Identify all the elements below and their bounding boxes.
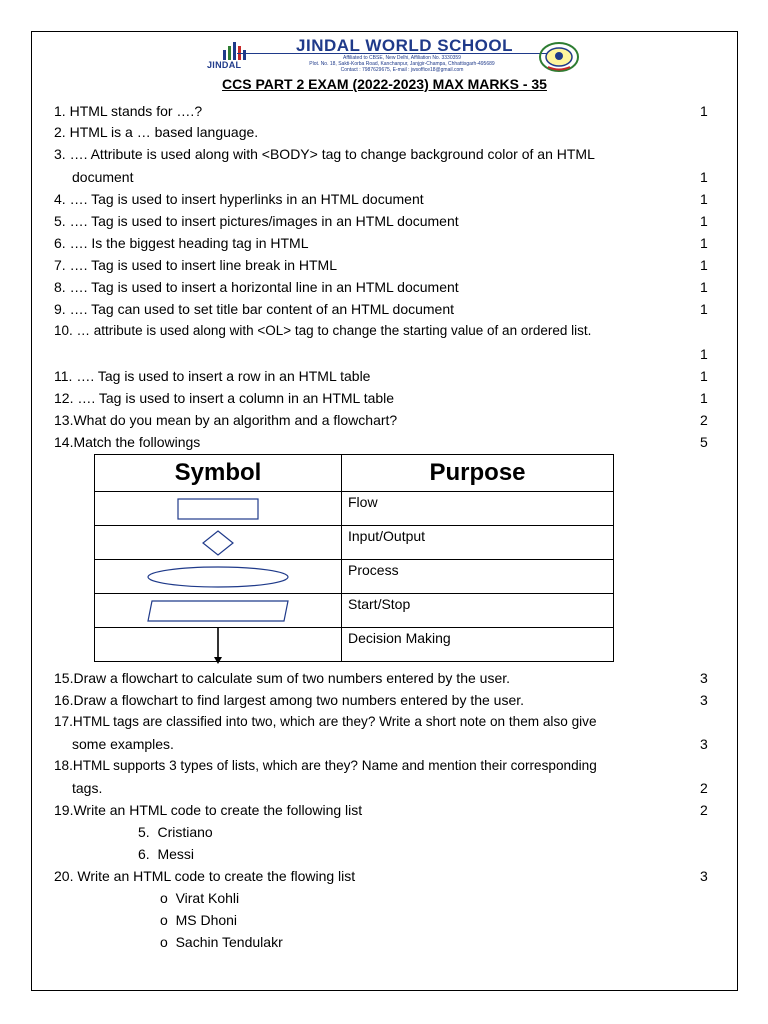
purpose-cell: Input/Output (342, 526, 614, 560)
symbol-cell (95, 492, 342, 526)
question-7: 7. …. Tag is used to insert line break in HTML 1 (54, 257, 708, 273)
col-purpose: Purpose (342, 455, 614, 492)
question-18: 18.HTML supports 3 types of lists, which are they? Name and mention their corresponding (54, 758, 597, 773)
exam-title: CCS PART 2 EXAM (2022-2023) MAX MARKS - 35 (222, 76, 547, 92)
purpose-cell: Flow (342, 492, 614, 526)
symbol-cell (95, 628, 342, 662)
question-2: 2. HTML is a … based language. (54, 124, 259, 140)
question-1: 1. HTML stands for ….? 1 (54, 103, 708, 119)
question-19: 19.Write an HTML code to create the following list 2 (54, 802, 708, 818)
question-3-cont: document 1 (72, 169, 708, 185)
school-name: JINDAL WORLD SCHOOL (296, 36, 513, 55)
question-18-cont: tags. 2 (72, 780, 708, 796)
ordered-list-item: 5. Cristiano (138, 824, 213, 840)
question-16: 16.Draw a flowchart to find largest among two numbers entered by the user. 3 (54, 692, 708, 708)
header-divider (237, 53, 567, 54)
question-11: 11. …. Tag is used to insert a row in an HTML table 1 (54, 368, 708, 384)
match-table-header (95, 455, 614, 492)
question-12: 12. …. Tag is used to insert a column in an HTML table 1 (54, 390, 708, 406)
ordered-list-item: 6. Messi (138, 846, 195, 862)
bullet-list-item: o Sachin Tendulakr (160, 934, 283, 950)
question-20: 20. Write an HTML code to create the flowing list 3 (54, 868, 708, 884)
match-row (95, 628, 614, 662)
question-5: 5. …. Tag is used to insert pictures/images in an HTML document 1 (54, 213, 708, 229)
question-15: 15.Draw a flowchart to calculate sum of two numbers entered by the user. 3 (54, 670, 708, 686)
symbol-cell (95, 594, 342, 628)
question-6: 6. …. Is the biggest heading tag in HTML 1 (54, 235, 708, 251)
match-table (94, 454, 614, 662)
oval-shape-icon (146, 565, 290, 589)
bullet-list-item: o Virat Kohli (160, 890, 240, 906)
question-13: 13.What do you mean by an algorithm and a flowchart? 2 (54, 412, 708, 428)
exam-paper: JINDAL JINDAL WORLD SCHOOL Affiliated to CBSE, New Delhi, Affiliation No. 3330359 Plot. No. 18, Sakti-Korba Road, Kanchanpur, Janjgir-Champa, Chhattisgarh-495689 Contact : 7987629675, E-mail : jwsoffice18@gmail.com CCS PART 2 EXAM (2022-2023) MAX MARKS - 35 1. HTML stands for ….? 1 2. HTML is a … based language. 3. …. Attribute is used along with <BODY> tag to change background color of an HTML document 1 4. …. Tag is used to insert hyperlinks in an HTML document 1 5. …. Tag is used to insert pictures/images in an HTML document 1 6. …. Is the biggest heading tag in HTML 1 7. …. Tag is used to insert line break in HTML 1 8. …. Tag is used to insert a horizontal line in an HTML document 1 9. …. Tag can used to set title bar content of an HTML document 1 10. … attribute is used along with <OL> tag to change the starting value of an ordered list. 1 11. …. Tag is used to insert a row in an HTML table 1 12. …. Tag is used to insert a column in an HTML table 1 13.What do you mean by an algorithm and a flowchart? 2 14.Match the followings 5 Symbol Purpose Flow Input/Output Process Start/Stop Decision Making 15.Draw a flowchart to calculate sum of two numbers entered by the user. 3 16.Draw a flowchart to find largest among two numbers entered by the user. 3 17.HTML tags are classified into two, which are they? Write a short note on them also give some examples. 3 18.HTML supports 3 types of lists, which are they? Name and mention their corresponding tags. 2 19.Write an HTML code to create the following list 2 5. Cristiano 6. Messi 20. Write an HTML code to create the flowing list 3 o Virat Kohli o MS Dhoni o Sachin Tendulakr (31, 31, 738, 991)
diamond-shape-icon (202, 530, 234, 556)
question-10: 10. … attribute is used along with <OL> tag to change the starting value of an ordered list. (54, 323, 592, 338)
purpose-cell: Decision Making (342, 628, 614, 662)
question-4: 4. …. Tag is used to insert hyperlinks in an HTML document 1 (54, 191, 708, 207)
question-17: 17.HTML tags are classified into two, which are they? Write a short note on them also give (54, 714, 597, 729)
symbol-cell (95, 560, 342, 594)
purpose-cell: Process (342, 560, 614, 594)
purpose-cell: Start/Stop (342, 594, 614, 628)
match-row (95, 560, 614, 594)
match-row (95, 526, 614, 560)
logo-word: JINDAL (207, 60, 242, 70)
school-header (32, 32, 737, 92)
question-17-cont: some examples. 3 (72, 736, 708, 752)
question-9: 9. …. Tag can used to set title bar content of an HTML document 1 (54, 301, 708, 317)
school-seal-icon (538, 41, 580, 73)
match-row (95, 594, 614, 628)
rectangle-shape-icon (177, 498, 259, 520)
school-address: Affiliated to CBSE, New Delhi, Affiliation No. 3330359 Plot. No. 18, Sakti-Korba Road, Kanchanpur, Janjgir-Champa, Chhattisgarh-495689 Contact : 7987629675, E-mail : jwsoffice18@gmail.com (309, 55, 495, 73)
bullet-list-item: o MS Dhoni (160, 912, 238, 928)
question-3: 3. …. Attribute is used along with <BODY> tag to change background color of an HTML (54, 146, 595, 162)
symbol-cell (95, 526, 342, 560)
question-14: 14.Match the followings 5 (54, 434, 708, 450)
match-row (95, 492, 614, 526)
question-8: 8. …. Tag is used to insert a horizontal line in an HTML document 1 (54, 279, 708, 295)
col-symbol: Symbol (95, 455, 342, 492)
parallelogram-shape-icon (147, 599, 289, 623)
arrow-down-icon (212, 627, 224, 665)
